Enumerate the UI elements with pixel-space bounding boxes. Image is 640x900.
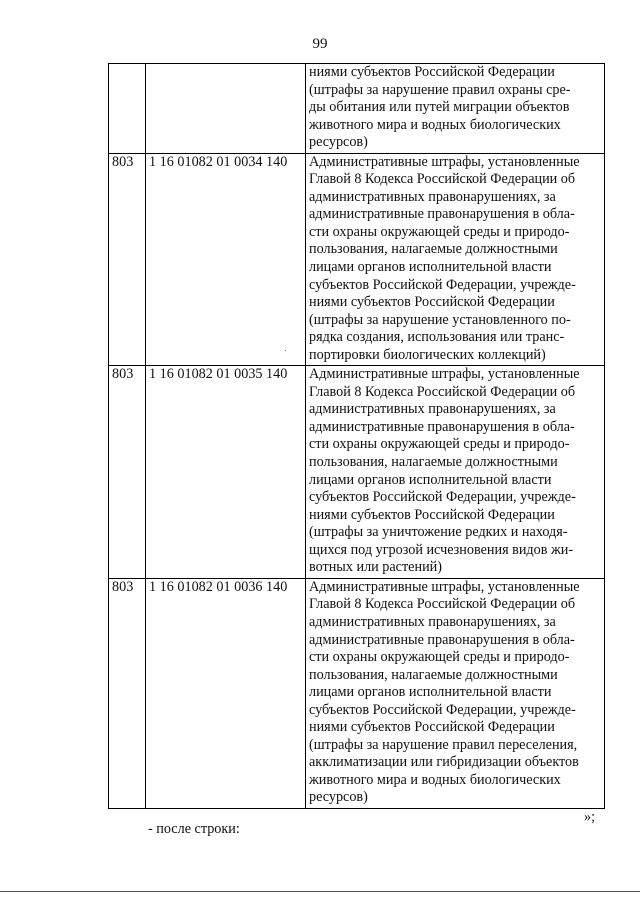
page-number: 99 (312, 36, 328, 52)
description-cell: Административные штрафы, установленные Главой 8 Кодекса Российской Федерации об административных правонарушениях, за административные правонарушения в обла- сти охраны окружающей среды и природо- пользования, налагаемые должностными лицами органов исполнительной власти субъектов Российской Федерации, учрежде- ниями субъектов Российской Федерации (штрафы за нарушение установленного по- рядка создания, использования или транс- портировки биологических коллекций) (306, 153, 605, 366)
budget-code-cell: 1 16 01082 01 0036 140 (146, 578, 306, 808)
table-row (109, 578, 605, 808)
footer-rule (0, 891, 640, 892)
admin-code-cell: 803 (109, 578, 146, 808)
budget-code-cell: 1 16 01082 01 0034 140 (146, 153, 306, 366)
closing-quote: »; (584, 809, 596, 825)
admin-code-cell: 803 (109, 153, 146, 366)
budget-code-cell: 1 16 01082 01 0035 140 (146, 366, 306, 579)
revenue-codes-table (108, 63, 605, 809)
after-line-instruction: - после строки: (148, 821, 240, 837)
description-cell: Административные штрафы, установленные Главой 8 Кодекса Российской Федерации об административных правонарушениях, за административные правонарушения в обла- сти охраны окружающей среды и природо- пользования, налагаемые должностными лицами органов исполнительной власти субъектов Российской Федерации, учрежде- ниями субъектов Российской Федерации (штрафы за нарушение правил переселения, акклиматизации или гибридизации объектов животного мира и водных биологических ресурсов) (306, 578, 605, 808)
description-cell: ниями субъектов Российской Федерации (штрафы за нарушение правил охраны сре- ды обитания или путей миграции объектов животного мира и водных биологических ресурсов) (306, 64, 605, 154)
description-cell: Административные штрафы, установленные Главой 8 Кодекса Российской Федерации об административных правонарушениях, за административные правонарушения в обла- сти охраны окружающей среды и природо- пользования, налагаемые должностными лицами органов исполнительной власти субъектов Российской Федерации, учрежде- ниями субъектов Российской Федерации (штрафы за уничтожение редких и находя- щихся под угрозой исчезновения видов жи- вотных или растений) (306, 366, 605, 579)
budget-code-cell (146, 64, 306, 154)
admin-code-cell (109, 64, 146, 154)
admin-code-cell: 803 (109, 366, 146, 579)
scan-speck (285, 350, 286, 351)
table-row (109, 366, 605, 579)
table-row (109, 153, 605, 366)
table-row (109, 64, 605, 154)
